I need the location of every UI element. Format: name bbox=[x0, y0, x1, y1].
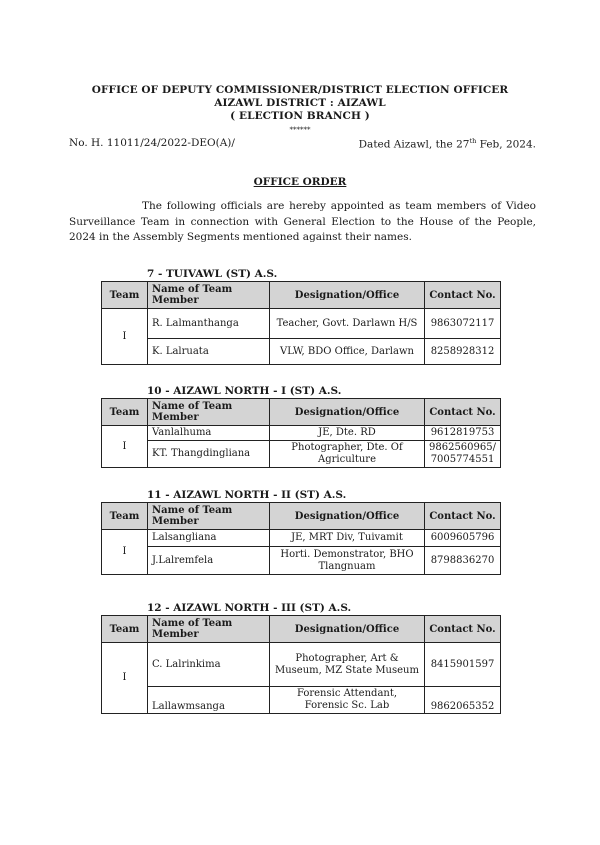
team-table bbox=[101, 615, 501, 714]
district-heading: AIZAWL DISTRICT : AIZAWL bbox=[214, 97, 386, 109]
section-title: 11 - AIZAWL NORTH - II (ST) A.S. bbox=[147, 489, 347, 501]
table-row bbox=[102, 687, 501, 714]
section-aizawl-north-1 bbox=[101, 385, 501, 468]
member-designation: Photographer, Dte. Of Agriculture bbox=[270, 441, 425, 468]
team-cell: I bbox=[102, 530, 148, 575]
section-title: 12 - AIZAWL NORTH - III (ST) A.S. bbox=[147, 602, 352, 614]
header-contact: Contact No. bbox=[425, 282, 501, 309]
member-name: K. Lalruata bbox=[148, 339, 270, 365]
table-row bbox=[102, 426, 501, 441]
header-contact: Contact No. bbox=[425, 616, 501, 643]
header-team: Team bbox=[102, 399, 148, 426]
header-designation: Designation/Office bbox=[270, 282, 425, 309]
section-title: 7 - TUIVAWL (ST) A.S. bbox=[147, 268, 278, 280]
team-table bbox=[101, 398, 501, 468]
member-designation: Horti. Demonstrator, BHO Tlangnuam bbox=[270, 547, 425, 575]
stars-separator: ****** bbox=[289, 126, 311, 134]
member-contact: 9862560965/ 7005774551 bbox=[425, 441, 501, 468]
member-contact: 8415901597 bbox=[425, 643, 501, 687]
table-header-row bbox=[102, 503, 501, 530]
member-contact: 9862065352 bbox=[425, 687, 501, 714]
header-contact: Contact No. bbox=[425, 503, 501, 530]
section-aizawl-north-3 bbox=[101, 602, 501, 714]
table-header-row bbox=[102, 282, 501, 309]
header-team: Team bbox=[102, 616, 148, 643]
table-header-row bbox=[102, 399, 501, 426]
member-name: KT. Thangdingliana bbox=[148, 441, 270, 468]
section-tuivawl bbox=[101, 268, 501, 365]
member-designation: Teacher, Govt. Darlawn H/S bbox=[270, 309, 425, 339]
member-contact: 6009605796 bbox=[425, 530, 501, 547]
team-cell: I bbox=[102, 309, 148, 365]
order-title: OFFICE ORDER bbox=[253, 176, 347, 188]
section-aizawl-north-2 bbox=[101, 489, 501, 575]
member-name: Vanlalhuma bbox=[148, 426, 270, 441]
member-name: Lalsangliana bbox=[148, 530, 270, 547]
table-row bbox=[102, 441, 501, 468]
team-table bbox=[101, 502, 501, 575]
team-cell: I bbox=[102, 643, 148, 714]
reference-number: No. H. 11011/24/2022-DEO(A)/ bbox=[69, 137, 235, 149]
reference-line bbox=[69, 137, 536, 149]
member-designation: Forensic Attendant, Forensic Sc. Lab bbox=[270, 687, 425, 714]
header-designation: Designation/Office bbox=[270, 616, 425, 643]
order-paragraph: The following officials are hereby appointed as team members of Video Surveillance Team in connection with General Election to the House of the People, 2024 in the Assembly Segments mentioned against their names. bbox=[69, 200, 536, 243]
member-name: Lallawmsanga bbox=[148, 687, 270, 714]
member-designation: VLW, BDO Office, Darlawn bbox=[270, 339, 425, 365]
member-designation: Photographer, Art & Museum, MZ State Museum bbox=[270, 643, 425, 687]
member-designation: JE, MRT Div, Tuivamit bbox=[270, 530, 425, 547]
table-row bbox=[102, 643, 501, 687]
member-name: J.Lalremfela bbox=[148, 547, 270, 575]
table-row bbox=[102, 547, 501, 575]
order-date: Dated Aizawl, the 27th Feb, 2024. bbox=[358, 137, 536, 151]
member-designation: JE, Dte. RD bbox=[270, 426, 425, 441]
table-header-row bbox=[102, 616, 501, 643]
section-title: 10 - AIZAWL NORTH - I (ST) A.S. bbox=[147, 385, 342, 397]
member-contact: 8798836270 bbox=[425, 547, 501, 575]
table-row bbox=[102, 530, 501, 547]
member-contact: 9863072117 bbox=[425, 309, 501, 339]
member-contact: 9612819753 bbox=[425, 426, 501, 441]
table-row bbox=[102, 309, 501, 339]
team-cell: I bbox=[102, 426, 148, 468]
header-name: Name of Team Member bbox=[148, 503, 270, 530]
header-designation: Designation/Office bbox=[270, 399, 425, 426]
team-table bbox=[101, 281, 501, 365]
member-contact: 8258928312 bbox=[425, 339, 501, 365]
member-name: R. Lalmanthanga bbox=[148, 309, 270, 339]
header-name: Name of Team Member bbox=[148, 282, 270, 309]
member-name: C. Lalrinkima bbox=[148, 643, 270, 687]
table-row bbox=[102, 339, 501, 365]
header-team: Team bbox=[102, 503, 148, 530]
header-contact: Contact No. bbox=[425, 399, 501, 426]
header-team: Team bbox=[102, 282, 148, 309]
header-designation: Designation/Office bbox=[270, 503, 425, 530]
office-heading: OFFICE OF DEPUTY COMMISSIONER/DISTRICT ELECTION OFFICER bbox=[91, 84, 509, 96]
header-name: Name of Team Member bbox=[148, 399, 270, 426]
branch-heading: ( ELECTION BRANCH ) bbox=[230, 110, 370, 122]
header-name: Name of Team Member bbox=[148, 616, 270, 643]
